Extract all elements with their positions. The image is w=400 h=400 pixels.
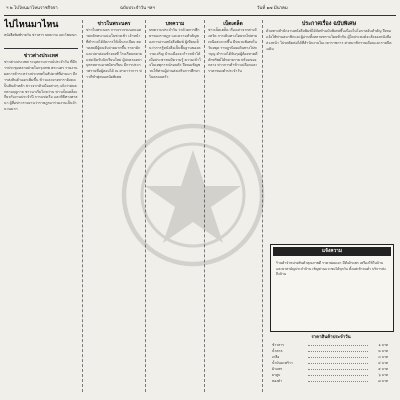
advertisement-text: ร้านค้าจำหน่ายสินค้าคุณภาพดี ราคาย่อมเยา มีทั้งผ้าแพร เครื่องใช้ในบ้าน และยาสามัญประจำบ้าน เชิญท่านแวะชมได้ทุกวัน ตั้งแต่เช้าจนค่ำ บริการส่งถึงบ้าน	[276, 261, 386, 277]
column-2-heading: ข่าวในพระนคร	[97, 21, 131, 27]
price-item-label: ข้าวสาร	[272, 343, 284, 347]
price-item-value: ๑ บาท	[378, 343, 388, 347]
dot-leader	[308, 375, 368, 376]
table-row	[270, 378, 392, 384]
price-item-value: ๔ บาท	[378, 361, 388, 365]
price-item-value: ๕ บาท	[378, 367, 388, 371]
column-1-text: ข่าวต่างประเทศ ระบุสถานการณ์ประจำวัน ที่มีการประชุมหลายฝ่ายในกรุงเทพ พระนคร รายงานผลการค้าระหว่างประเทศในสัปดาห์ที่ผ่านมา มีการส่งสินค้าออกเพิ่มขึ้น ข้าวและยางพารายังคงเป็นสินค้าหลัก ข่าวจากหัวเมืองต่างๆ แจ้งว่าฝนตกตามฤดูกาล ชาวนาเริ่มไถหว่าน ข่าวเบ็ดเตล็ดเกี่ยวกับงานประจำปี การแข่งเรือ และพิธีทางศาสนา ผู้สื่อข่าวรายงานว่าราษฎรมาร่วมงานเป็นจำนวนมาก	[4, 60, 78, 112]
dot-leader	[308, 351, 368, 352]
dot-leader	[308, 363, 368, 364]
notice-section	[262, 20, 396, 53]
header-right: วันที่ ๑๗ มีนาคม	[257, 6, 288, 11]
notice-text: ด้วยทางสำนักงานหนังสือพิมพ์ได้จัดทำฉบับพิเศษขึ้นเนื่องในโอกาสอันสำคัญ จึงขอแจ้งให้ท่านสมาชิกและผู้อ่านทั้งหลายทราบโดยทั่วกัน ผู้ใดประสงค์จะสั่งจองหนังสือล่วงหน้า โปรดติดต่อได้ที่สำนักงานในเวลาราชการ ค่าสมาชิกรายเดือนและรายปีคงเดิม	[266, 29, 392, 51]
dot-leader	[308, 381, 368, 382]
column-2-text: ข่าวในพระนคร การจราจรบนถนนสายหลักหนาแน่นในช่วงเช้า เจ้าหน้าที่ตำรวจได้จัดการให้เป็นระเบียบ ตลาดสดมีผู้คนจับจ่ายมากขึ้น ราคาผักและปลาค่อนข้างคงที่ โรงเรียนหลายแห่งเปิดรับนักเรียนใหม่ ผู้ปกครองพาบุตรหลานมาสมัครเรียน มีการประกาศรายชื่อผู้สอบได้ ณ ศาลาว่าการ ข่าวกีฬาฟุตบอลนัดพิเศษ	[86, 28, 142, 80]
column-separator	[82, 20, 83, 392]
header-middle: ฉบับประจำวัน ฯลฯ	[120, 6, 155, 11]
price-item-value: ๖ บาท	[378, 373, 388, 377]
column-3-heading: บทความ	[165, 21, 185, 27]
price-item-value: ๓ บาท	[378, 355, 388, 359]
column-4-heading: เบ็ดเตล็ด	[223, 21, 243, 27]
price-item-label: ผ้าแพร	[272, 367, 283, 371]
masthead-title: ไปไหนมาไหน	[4, 20, 59, 30]
dot-leader	[308, 357, 368, 358]
price-item-label: น้ำตาล	[272, 349, 283, 353]
masthead-rule	[4, 48, 78, 49]
advertisement-box	[270, 244, 394, 332]
notice-title: ประกาศเรื่อง ฉบับพิเศษ	[301, 21, 357, 27]
price-item-label: เกลือ	[272, 355, 280, 359]
watermark-seal-icon	[118, 120, 268, 270]
price-item-value: ๒ บาท	[378, 349, 388, 353]
column-1-heading: ข่าวต่างประเทศ	[23, 53, 59, 59]
header-left: ฯ ๒ ไปไหนมาไหนราชกิจจา	[6, 6, 58, 11]
dot-leader	[308, 369, 368, 370]
dot-leader	[308, 345, 368, 346]
column-3-text: บทความประจำวัน ว่าด้วยการศึกษาของราษฎร และความสำคัญของการอ่านหนังสือพิมพ์ ผู้เขียนเห็นว่าการรู้หนังสือเป็นพื้นฐานของความเจริญ บ้านเมืองจะก้าวหน้าได้เมื่อประชาชนมีความรู้ ความเข้าใจในเหตุการณ์รอบตัว จึงขอเชิญชวนให้ท่านผู้อ่านส่งเสริมการศึกษาในครอบครัว	[149, 28, 201, 80]
price-item-label: ทองคำ	[272, 379, 283, 383]
masthead-subtitle: หนังสือพิมพ์รายวัน ข่าวสาร บทความ และโฆษณา	[4, 33, 77, 37]
price-item-label: ยาสูบ	[272, 373, 281, 377]
column-1	[4, 18, 80, 394]
advertisement-title: แจ้งความ	[273, 247, 391, 256]
price-table-title: ราคาสินค้าประจำวัน	[311, 335, 351, 340]
price-item-value: ๗ บาท	[378, 379, 388, 383]
column-4-text: ข่าวเบ็ดเตล็ด เรื่องเล่าจากต่างจังหวัด การเดินทางโดยรถไฟสายเหนือสะดวกขึ้น มีขบวนพิเศษในวันหยุด ราษฎรนิยมเดินทางไปทำบุญ ตำรวจได้จับกุมผู้ต้องหาคดีลักทรัพย์ได้หลายราย พร้อมของกลาง ข่าวการค้าข้าวเปลือกและราคาทองคำประจำวัน	[208, 28, 258, 74]
header-rule	[4, 15, 396, 16]
running-header	[2, 4, 398, 14]
price-item-label: น้ำมันมะพร้าว	[272, 361, 293, 365]
price-table	[270, 334, 392, 396]
